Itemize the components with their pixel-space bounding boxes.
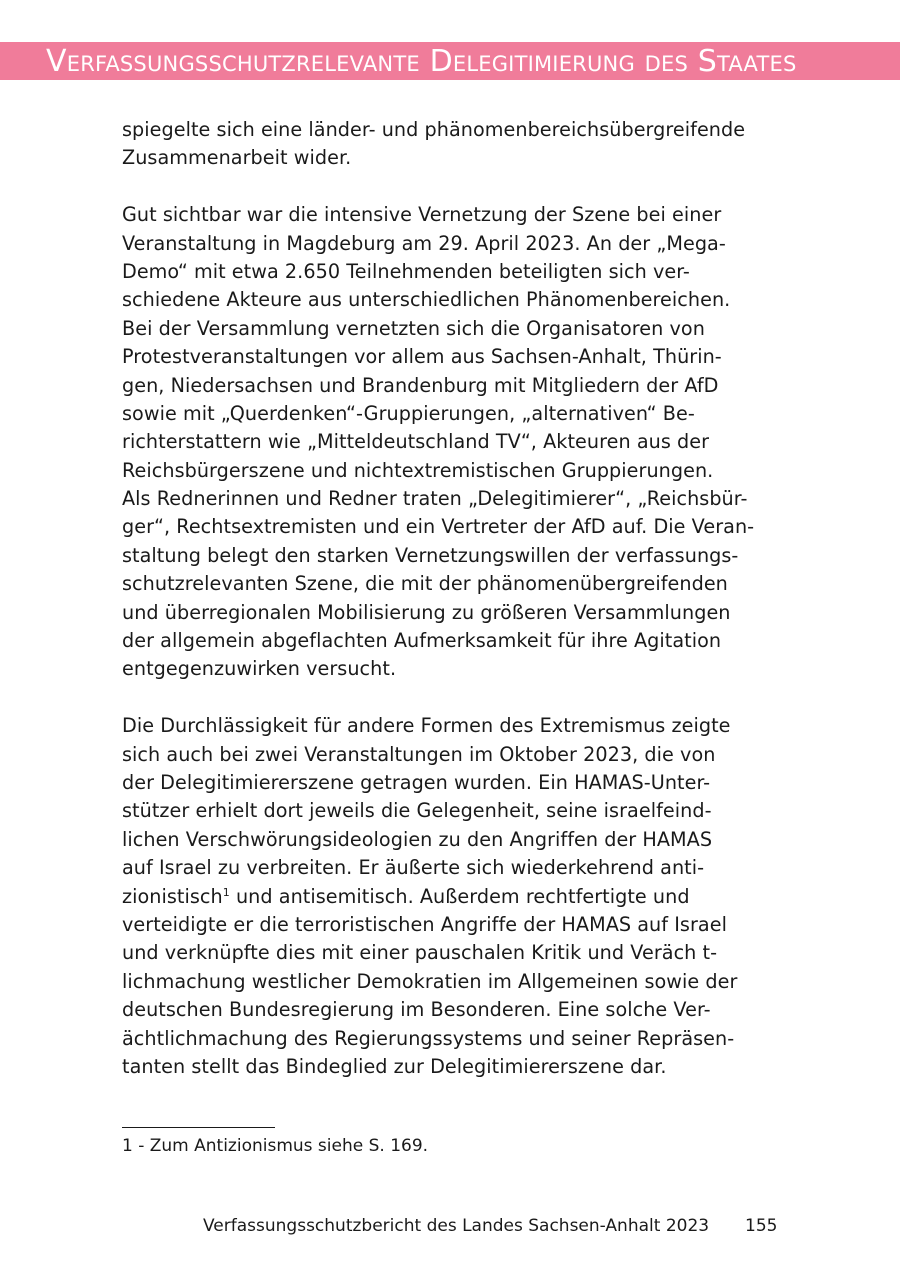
text-line: lichmachung westlicher Demokratien im Allgemeinen sowie der [122,969,738,993]
text-line: ger“, Rechtsextremisten und ein Vertreter der AfD auf. Die Veran- [122,515,755,539]
text-line: verteidigte er die terroristischen Angriffe der HAMAS auf Israel [122,912,727,936]
text-line: richterstattern wie „Mitteldeutschland TV“, Akteuren aus der [122,430,710,454]
text-line: Reichsbürgerszene und nichtextremistischen Gruppierungen. [122,458,714,482]
text-line: sowie mit „Querdenken“-Gruppierungen, „alternativen“ Be- [122,401,695,425]
text-fragment: und antisemitisch. Außerdem rechtfertigte und [229,884,690,908]
chapter-title: Verfassungsschutzrelevante Delegitimierung des Staates [46,44,797,79]
text-line: Gut sichtbar war die intensive Vernetzung der Szene bei einer [122,203,722,227]
text-line: stützer erhielt dort jeweils die Gelegenheit, seine israelfeind- [122,799,712,823]
paragraph-spacer [122,173,782,201]
text-line: Veranstaltung in Magdeburg am 29. April 2023. An der „Mega- [122,231,726,255]
text-line: und überregionalen Mobilisierung zu größeren Versammlungen [122,600,731,624]
text-line: gen, Niedersachsen und Brandenburg mit Mitgliedern der AfD [122,373,719,397]
text-line: sich auch bei zwei Veranstaltungen im Oktober 2023, die von [122,742,716,766]
text-line: Als Rednerinnen und Redner traten „Delegitimierer“, „Reichsbür- [122,487,748,511]
text-line: Bei der Versammlung vernetzten sich die Organisatoren von [122,316,705,340]
page-number: 155 [745,1216,778,1236]
footnote-divider [122,1127,275,1128]
paragraph-spacer [122,684,782,712]
text-line: Die Durchlässigkeit für andere Formen des Extremismus zeigte [122,714,731,738]
text-line: ächtlichmachung des Regierungssystems und seiner Repräsen- [122,1026,735,1050]
text-line: tanten stellt das Bindeglied zur Delegitimiererszene dar. [122,1054,667,1078]
text-line-with-footnote [122,883,782,911]
paragraph [122,116,782,173]
footnote-marker[interactable]: 1 [222,885,230,899]
text-line: Zusammenarbeit wider. [122,146,352,170]
footer-publication-title: Verfassungsschutzbericht des Landes Sachsen-Anhalt 2023 [203,1216,710,1236]
text-line: Protestveranstaltungen vor allem aus Sachsen-Anhalt, Thürin- [122,345,722,369]
text-line: der Delegitimiererszene getragen wurden. Ein HAMAS-Unter- [122,770,711,794]
text-line: spiegelte sich eine länder- und phänomenbereichsübergreifende [122,118,746,141]
footnote: 1 - Zum Antizionismus siehe S. 169. [122,1136,429,1156]
text-line: Demo“ mit etwa 2.650 Teilnehmenden beteiligten sich ver- [122,259,690,283]
text-line: und verknüpfte dies mit einer pauschalen Kritik und Veräch t- [122,941,718,965]
text-line: entgegenzuwirken versucht. [122,657,397,681]
text-line: schiedene Akteure aus unterschiedlichen Phänomenbereichen. [122,288,731,312]
text-line: deutschen Bundesregierung im Besonderen. Eine solche Ver- [122,998,711,1022]
chapter-header-band [0,42,900,80]
body-text [122,116,782,1081]
paragraph [122,201,782,684]
text-line: lichen Verschwörungsideologien zu den Angriffen der HAMAS [122,827,713,851]
text-line: staltung belegt den starken Vernetzungswillen der verfassungs- [122,543,739,567]
text-fragment: zionistisch [122,884,223,908]
text-line: auf Israel zu verbreiten. Er äußerte sich wiederkehrend anti- [122,856,705,880]
paragraph [122,712,782,1081]
text-line: schutzrelevanten Szene, die mit der phänomenübergreifenden [122,572,728,596]
text-line: der allgemein abgeflachten Aufmerksamkeit für ihre Agitation [122,629,722,653]
